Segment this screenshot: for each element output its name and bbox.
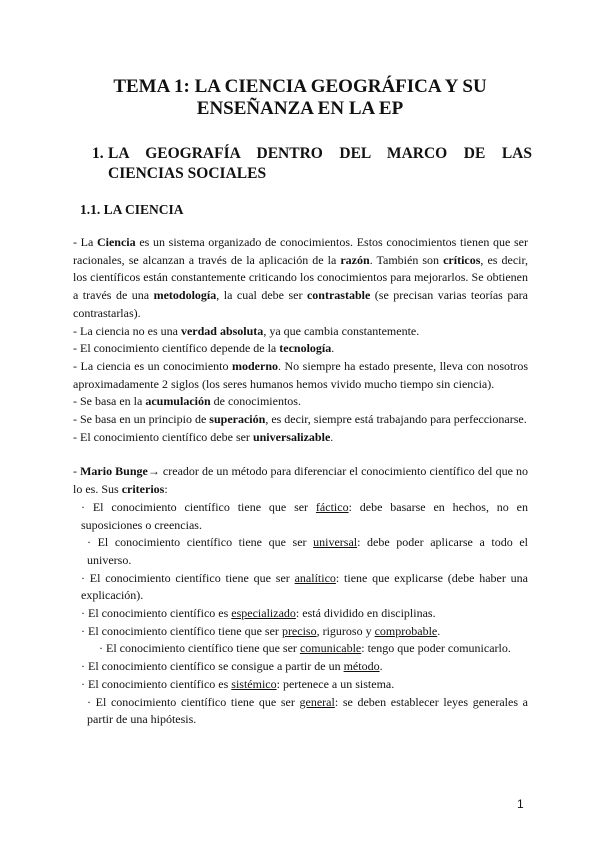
underlined-term: comunicable (299, 641, 362, 656)
criterion-sistemico (73, 676, 528, 694)
underlined-term: método (343, 659, 380, 674)
text: (se precisan varias teorías para contrastarlas). (73, 288, 528, 320)
text: - Se basa en la (73, 394, 146, 409)
paragraph-bunge (73, 463, 528, 498)
text: - El conocimiento científico debe ser (73, 429, 253, 444)
text: : tiene que explicarse (debe haber una explicación). (81, 570, 528, 603)
criterion-comunicable (73, 640, 528, 658)
criterion-preciso (73, 623, 528, 641)
text: de conocimientos. (210, 394, 301, 409)
criterion-factico (73, 499, 528, 534)
text: - (73, 464, 81, 479)
text: · El conocimiento científico es (81, 676, 232, 691)
text: . (330, 429, 334, 444)
text: - La ciencia es un conocimiento (73, 358, 232, 373)
bold-term: razón (340, 252, 370, 267)
text: - La ciencia no es una (73, 323, 181, 338)
title-line-1: TEMA 1: LA CIENCIA GEOGRÁFICA Y SU (113, 76, 487, 97)
text: · El conocimiento científico es (81, 606, 232, 621)
text: : se deben establecer leyes generales a partir de una hipótesis. (87, 694, 528, 727)
bold-term: universalizable (252, 429, 331, 444)
text: · El conocimiento científico tiene que ser (87, 535, 314, 550)
text: · El conocimiento científico tiene que ser (81, 499, 316, 514)
bold-term: tecnología (279, 341, 332, 356)
text: : tengo que poder comunicarlo. (361, 641, 511, 656)
text: · El conocimiento científico tiene que ser (99, 641, 300, 656)
document-title (70, 76, 530, 120)
bold-term: moderno (232, 358, 278, 373)
underlined-term: fáctico (315, 499, 349, 514)
text: : está dividido en disciplinas. (295, 606, 436, 621)
paragraph-superacion (73, 411, 528, 429)
paragraph-ciencia (73, 234, 528, 323)
right-arrow-icon: → (147, 464, 160, 479)
text: . (379, 659, 383, 674)
bold-term: contrastable (306, 288, 371, 303)
text: . También son (369, 252, 444, 267)
criterion-metodo (73, 658, 528, 676)
body-text (73, 234, 528, 729)
section-number: 1. (92, 145, 104, 162)
text: , la cual debe ser (216, 288, 307, 303)
subsection-heading: 1.1. LA CIENCIA (80, 202, 184, 217)
bold-term: verdad absoluta (180, 323, 264, 338)
underlined-term: analítico (294, 570, 336, 585)
text: , es decir, los científicos están constantemente criticando los conocimientos para mejorarlos. Se obtienen a través de una (73, 252, 529, 303)
paragraph-gap (73, 446, 528, 463)
text: creador de un método para diferenciar el conocimiento científico del que no lo es. Sus (73, 464, 529, 497)
text: , riguroso y (316, 623, 375, 638)
underlined-term: sistémico (231, 676, 277, 691)
underlined-term: preciso (281, 623, 317, 638)
text: es un sistema organizado de conocimientos. Estos conocimientos tienen que ser racionales, se alcanzan a través de la aplicación de la (73, 235, 528, 267)
bold-term: Mario Bunge (80, 464, 148, 479)
section-heading (92, 144, 532, 184)
title-line-2: ENSEÑANZA EN LA EP (196, 98, 404, 119)
criterion-especializado (73, 605, 528, 623)
text: · El conocimiento científico tiene que ser (81, 570, 295, 585)
text: · El conocimiento científico tiene que ser (87, 694, 300, 709)
text: · El conocimiento científico se consigue a partir de un (81, 659, 344, 674)
underlined-term: general (299, 694, 335, 709)
criterion-analitico (73, 570, 528, 605)
section-title: LA GEOGRAFÍA DENTRO DEL MARCO DE LAS CIENCIAS SOCIALES (108, 145, 532, 182)
criterion-universal (73, 534, 528, 569)
text: , ya que cambia constantemente. (263, 323, 420, 338)
text: : pertenece a un sistema. (276, 676, 395, 691)
paragraph-acumulacion (73, 393, 528, 411)
criterion-general (73, 694, 528, 729)
paragraph-tecnologia (73, 340, 528, 358)
bold-term: superación (209, 412, 266, 427)
text: . No siempre ha estado presente, lleva con nosotros aproximadamente 2 siglos (los seres humanos hemos vivido mucho tiempo sin ciencia). (73, 358, 529, 391)
paragraph-moderno (73, 358, 528, 393)
text: . (331, 341, 335, 356)
bold-term: críticos (443, 252, 481, 267)
text: - Se basa en un principio de (73, 412, 210, 427)
text: - La (73, 235, 97, 249)
text: : (164, 482, 168, 497)
bold-term: Ciencia (96, 235, 136, 249)
bold-term: acumulación (145, 394, 211, 409)
underlined-term: universal (313, 535, 358, 550)
paragraph-universalizable (73, 429, 528, 447)
bold-term: criterios (121, 482, 165, 497)
underlined-term: especializado (231, 606, 296, 621)
underlined-term: comprobable (374, 623, 438, 638)
text: : debe poder aplicarse a todo el universo. (87, 535, 528, 567)
text: · El conocimiento científico tiene que ser (81, 623, 282, 638)
text: , es decir, siempre está trabajando para perfeccionarse. (265, 412, 527, 427)
paragraph-verdad (73, 323, 528, 341)
page-number: 1 (517, 797, 524, 811)
text: : debe basarse en hechos, no en suposiciones o creencias. (81, 499, 528, 532)
text: . (437, 623, 441, 638)
text: - El conocimiento científico depende de la (73, 341, 280, 356)
bold-term: metodología (153, 288, 217, 303)
